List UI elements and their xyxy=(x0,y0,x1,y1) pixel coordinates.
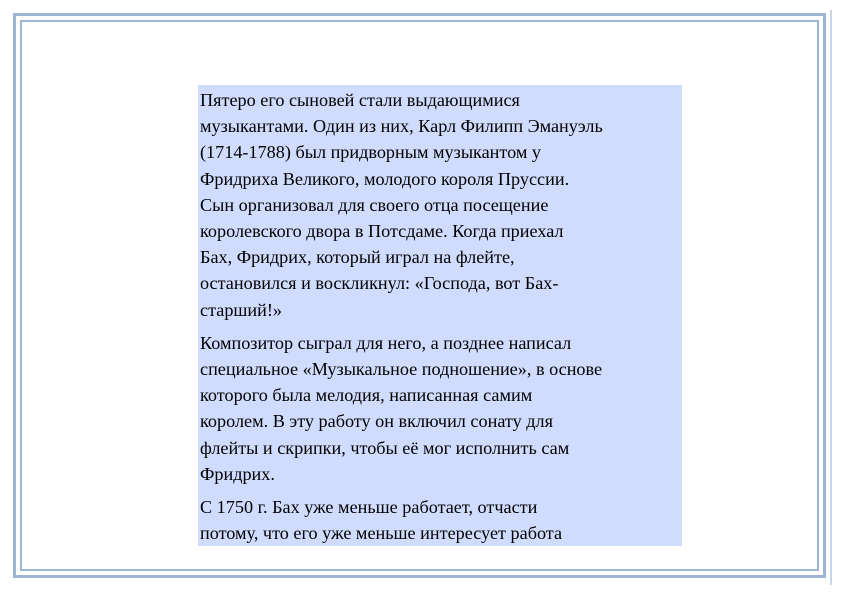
paragraph-1: Пятеро его сыновей стали выдающимися музыкантами. Один из них, Карл Филипп Эмануэль (1714-1788) был придворным музыкантом у Фридриха Великого, молодого короля Пруссии. Сын организовал для своего отца посещение королевского двора в Потсдаме. Когда приехал Бах, Фридрих, который играл на флейте, остановился и воскликнул: «Господа, вот Бах- старший!» xyxy=(200,90,603,320)
slide-frame-shadow xyxy=(824,10,832,585)
text-box xyxy=(198,85,682,546)
paragraph-2: Композитор сыграл для него, а позднее написал специальное «Музыкальное подношение», в основе которого была мелодия, написанная самим королем. В эту работу он включил сонату для флейты и скрипки, чтобы её мог исполнить сам Фридрих. xyxy=(200,332,603,484)
paragraph-3: С 1750 г. Бах уже меньше работает, отчасти потому, что его уже меньше интересует работа xyxy=(200,497,563,544)
